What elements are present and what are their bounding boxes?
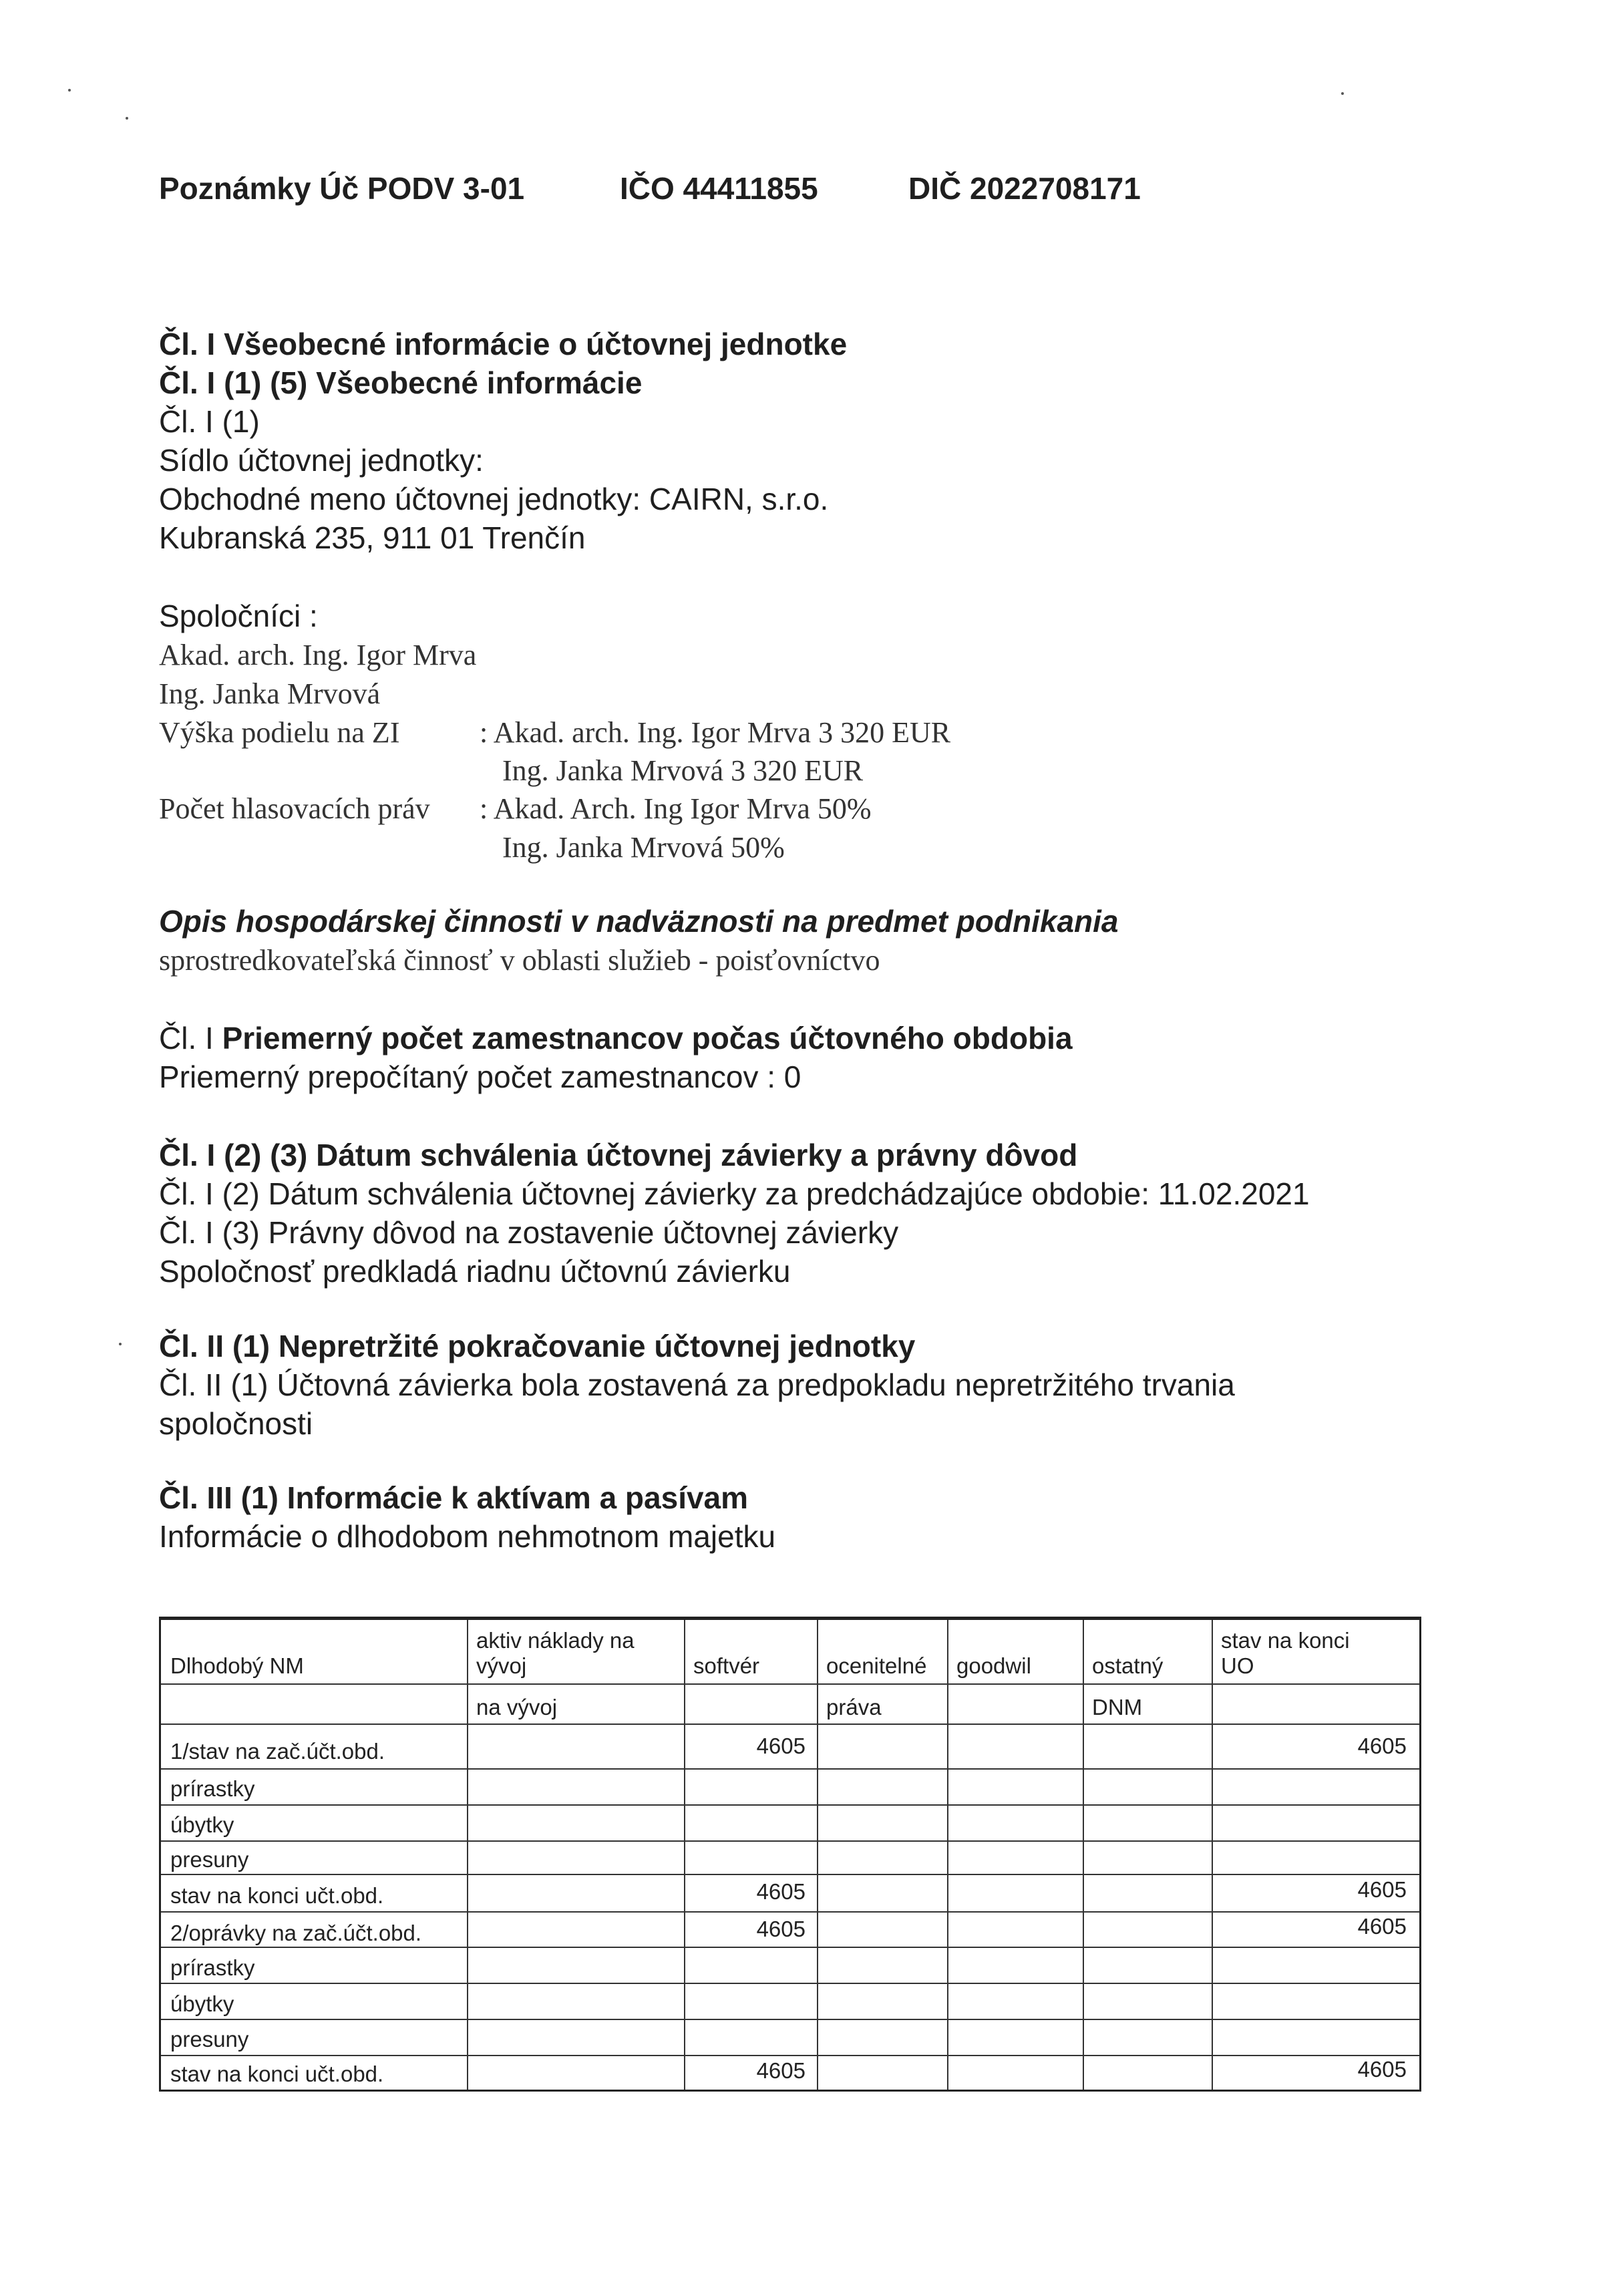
company-name: Obchodné meno účtovnej jednotky: CAIRN, s.r.o. (159, 482, 829, 516)
employees-text: Priemerný prepočítaný počet zamestnancov : 0 (159, 1059, 801, 1094)
table-row-label: úbytky (170, 1812, 234, 1837)
table-row-label: presuny (170, 1847, 249, 1872)
table-row-label: prírastky (170, 1776, 255, 1801)
partner-1: Akad. arch. Ing. Igor Mrva (159, 639, 477, 671)
col-header-dev-costs-2: vývoj (476, 1653, 527, 1678)
table-row-label: stav na konci učt.obd. (170, 1883, 384, 1908)
doc-header-title: Poznámky Úč PODV 3-01 (159, 171, 525, 206)
assets-subtitle: Informácie o dlhodobom nehmotnom majetku (159, 1519, 776, 1554)
employees-title-line (159, 1020, 1073, 1056)
employees-title: Priemerný počet zamestnancov počas účtovného obdobia (222, 1021, 1073, 1055)
continuity-title: Čl. II (1) Nepretržité pokračovanie účtovnej jednotky (159, 1329, 916, 1363)
activity-text: sprostredkovateľská činnosť v oblasti služieb - poisťovníctvo (159, 944, 880, 977)
votes-value-1: : Akad. Arch. Ing Igor Mrva 50% (480, 792, 872, 825)
col-header-goodwill: goodwil (956, 1653, 1031, 1678)
share-value-2: Ing. Janka Mrvová 3 320 EUR (502, 754, 864, 787)
scan-speck (68, 89, 71, 92)
approval-title: Čl. I (2) (3) Dátum schválenia účtovnej závierky a právny dôvod (159, 1138, 1078, 1172)
col-header-dnm: Dlhodobý NM (170, 1653, 304, 1678)
col-header-dev-costs-3: na vývoj (476, 1695, 558, 1719)
table-row-label: 2/oprávky na zač.účt.obd. (170, 1921, 422, 1945)
col-header-end-state-1: stav na konci (1221, 1628, 1350, 1653)
seat-label: Sídlo účtovnej jednotky: (159, 443, 484, 478)
continuity-text-2: spoločnosti (159, 1406, 313, 1441)
doc-header-ico: IČO 44411855 (620, 171, 818, 206)
intangible-assets-table (159, 1617, 1421, 2092)
col-header-dev-costs-1: aktiv náklady na (476, 1628, 635, 1653)
approval-date: Čl. I (2) Dátum schválenia účtovnej závierky za predchádzajúce obdobie: 11.02.2021 (159, 1176, 1310, 1211)
table-cell-total: 4605 (1357, 1734, 1407, 1758)
table-cell-total: 4605 (1357, 1914, 1407, 1939)
table-cell-software: 4605 (756, 1734, 806, 1758)
section-general-title: Čl. I Všeobecné informácie o účtovnej jednotke (159, 327, 848, 361)
col-header-rights-2: práva (826, 1695, 882, 1719)
continuity-text-1: Čl. II (1) Účtovná závierka bola zostavená za predpokladu nepretržitého trvania (159, 1367, 1235, 1402)
activity-title: Opis hospodárskej činnosti v nadväznosti na predmet podnikania (159, 904, 1119, 939)
legal-reason: Čl. I (3) Právny dôvod na zostavenie účtovnej závierky (159, 1215, 899, 1250)
statement-type: Spoločnosť predkladá riadnu účtovnú závierku (159, 1254, 791, 1289)
votes-label: Počet hlasovacích práv (159, 792, 430, 825)
col-header-other-1: ostatný (1092, 1653, 1164, 1678)
col-header-rights-1: ocenitelné (826, 1653, 927, 1678)
partner-2: Ing. Janka Mrvová (159, 677, 381, 710)
table-row-label: presuny (170, 2027, 249, 2052)
share-label: Výška podielu na ZI (159, 716, 400, 749)
table-cell-software: 4605 (756, 2058, 806, 2083)
partners-label: Spoločníci : (159, 599, 318, 633)
scan-speck (1341, 92, 1344, 95)
col-header-end-state-2: UO (1221, 1653, 1254, 1678)
article-ref: Čl. I (1) (159, 404, 260, 439)
share-value-1: : Akad. arch. Ing. Igor Mrva 3 320 EUR (480, 716, 951, 749)
table-cell-total: 4605 (1357, 1877, 1407, 1902)
assets-title: Čl. III (1) Informácie k aktívam a pasívam (159, 1480, 749, 1515)
doc-header-dic: DIČ 2022708171 (908, 171, 1141, 206)
company-address: Kubranská 235, 911 01 Trenčín (159, 520, 586, 555)
section-general-subtitle: Čl. I (1) (5) Všeobecné informácie (159, 365, 643, 400)
table-row-label: stav na konci učt.obd. (170, 2062, 384, 2086)
employees-prefix: Čl. I (159, 1021, 214, 1055)
scan-speck (126, 117, 128, 120)
scan-speck (119, 1343, 122, 1345)
table-cell-software: 4605 (756, 1879, 806, 1904)
col-header-software: softvér (693, 1653, 760, 1678)
table-cell-total: 4605 (1357, 2057, 1407, 2082)
votes-value-2: Ing. Janka Mrvová 50% (502, 831, 785, 864)
col-header-other-2: DNM (1092, 1695, 1143, 1719)
table-row-label: úbytky (170, 1991, 234, 2016)
table-row-label: prírastky (170, 1955, 255, 1980)
table-cell-software: 4605 (756, 1917, 806, 1941)
table-row-label: 1/stav na zač.účt.obd. (170, 1739, 385, 1764)
